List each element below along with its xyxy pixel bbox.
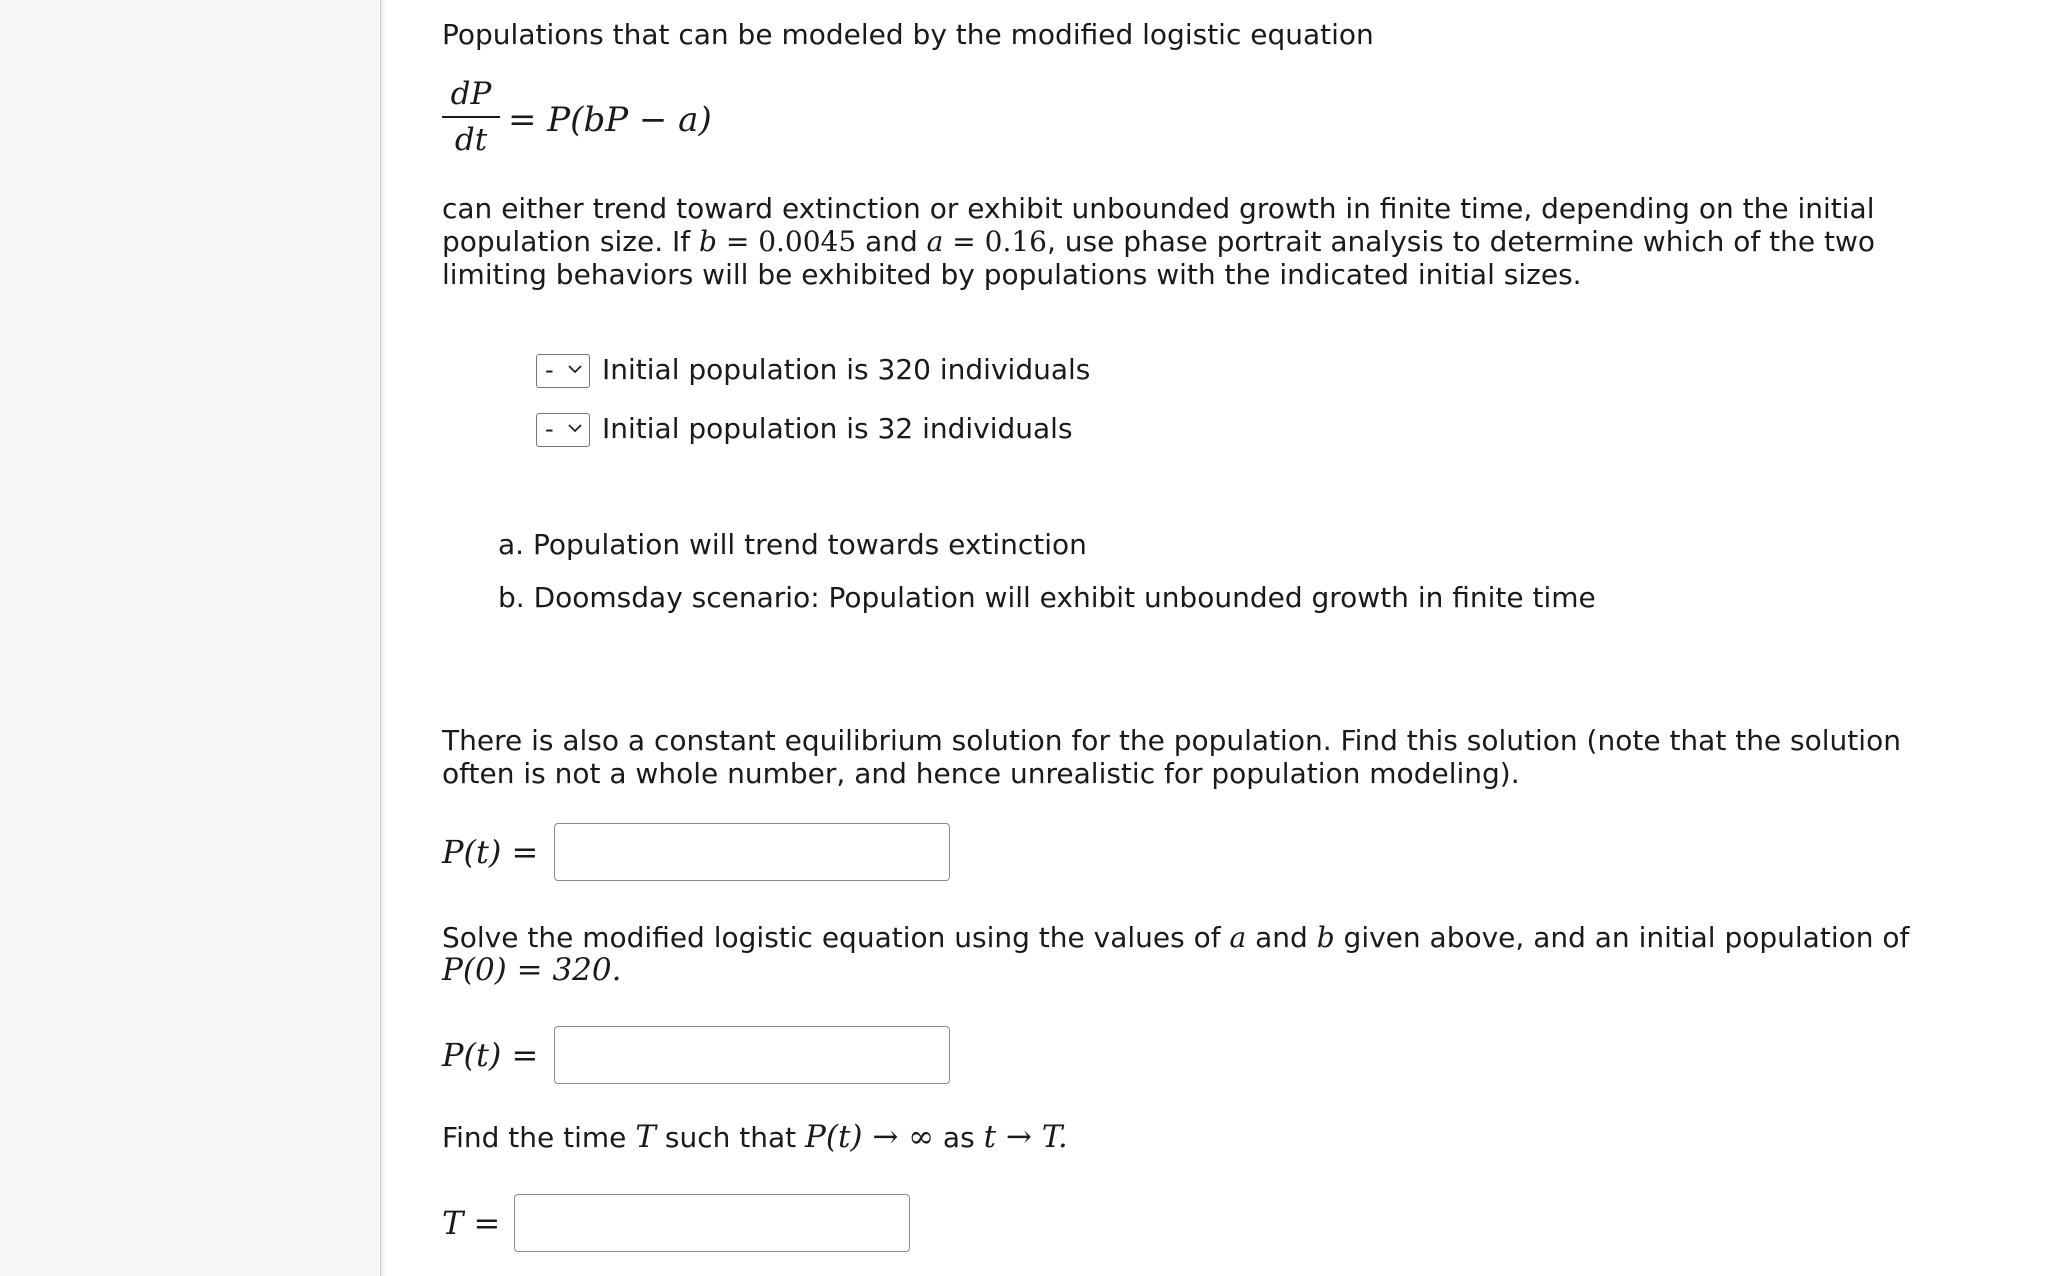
T-variable: T <box>635 1119 656 1155</box>
solution-answer-label <box>442 1035 538 1075</box>
solve-line-1 <box>442 921 1909 954</box>
select-value: - <box>545 415 554 443</box>
time-answer-label-text: T = <box>442 1204 501 1242</box>
equilibrium-answer-input[interactable] <box>554 823 950 881</box>
limit-expression: P(t) → ∞ <box>805 1119 935 1155</box>
chevron-down-icon <box>567 420 583 436</box>
paragraph-line-1: can either trend toward extinction or exhibit unbounded growth in finite time, depending on the initial <box>442 192 1875 225</box>
time-answer-label <box>442 1203 500 1243</box>
select-label-32: Initial population is 32 individuals <box>602 412 1073 445</box>
paragraph-line-2 <box>442 225 1875 258</box>
fraction-denominator: dt <box>454 122 488 158</box>
a-value: = 0.16 <box>943 225 1047 258</box>
solve-line-1-pre: Solve the modified logistic equation using the values of <box>442 921 1230 954</box>
equilibrium-line-1: There is also a constant equilibrium solution for the population. Find this solution (note that the solution <box>442 724 1901 757</box>
paragraph-line-3: limiting behaviors will be exhibited by populations with the indicated initial sizes. <box>442 258 1582 291</box>
select-initial-320[interactable] <box>536 354 590 388</box>
time-question-as: as <box>934 1121 984 1154</box>
choice-a: a. Population will trend towards extinction <box>498 528 1087 561</box>
time-question <box>442 1121 1068 1154</box>
b-value: = 0.0045 <box>716 225 857 258</box>
a-variable: a <box>926 225 944 258</box>
paragraph-line-2-mid: and <box>856 225 927 258</box>
derivative-fraction <box>442 74 500 160</box>
solve-line-2 <box>442 954 621 987</box>
paragraph-line-2-pre: population size. If <box>442 225 700 258</box>
equilibrium-answer-label <box>442 832 538 872</box>
select-label-320: Initial population is 320 individuals <box>602 353 1091 386</box>
equation-rhs-text: = P(bP − a) <box>508 100 712 140</box>
initial-condition: P(0) = 320. <box>442 952 622 988</box>
solution-answer-label-text: P(t) = <box>442 1036 539 1074</box>
chevron-down-icon <box>567 361 583 377</box>
time-answer-input[interactable] <box>514 1194 910 1252</box>
select-initial-32[interactable] <box>536 413 590 447</box>
equilibrium-line-2: often is not a whole number, and hence unrealistic for population modeling). <box>442 757 1520 790</box>
paragraph-line-2-post: , use phase portrait analysis to determine which of the two <box>1046 225 1876 258</box>
fraction-numerator: dP <box>450 76 492 112</box>
equilibrium-answer-label-text: P(t) = <box>442 833 539 871</box>
time-question-pre: Find the time <box>442 1121 636 1154</box>
intro-text: Populations that can be modeled by the modified logistic equation <box>442 18 1374 51</box>
a-variable: a <box>1229 921 1247 954</box>
equation-rhs <box>508 100 712 140</box>
left-sidebar-gutter <box>0 0 381 1276</box>
limit-condition: t → T. <box>983 1119 1068 1155</box>
select-value: - <box>545 356 554 384</box>
choice-b: b. Doomsday scenario: Population will exhibit unbounded growth in finite time <box>498 581 1596 614</box>
b-variable: b <box>1316 921 1335 954</box>
fraction-bar <box>442 116 500 118</box>
time-question-mid: such that <box>655 1121 806 1154</box>
solve-line-1-post: given above, and an initial population of <box>1334 921 1910 954</box>
b-variable: b <box>699 225 717 258</box>
solution-answer-input[interactable] <box>554 1026 950 1084</box>
solve-line-1-mid: and <box>1246 921 1317 954</box>
